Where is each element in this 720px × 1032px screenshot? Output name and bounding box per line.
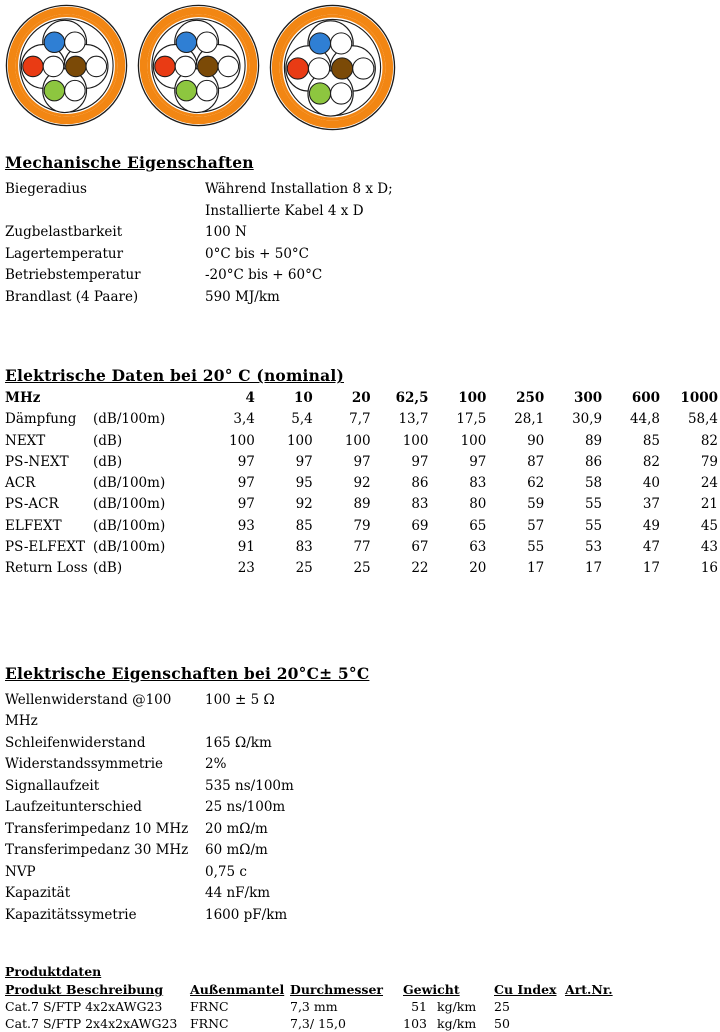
frequency-header: 62,5 <box>395 390 429 406</box>
product-column-header: Art.Nr. <box>565 982 613 998</box>
product-diameter: 7,3 mm <box>290 999 338 1015</box>
parameter-value: 91 <box>237 539 255 556</box>
parameter-value: 92 <box>353 475 371 492</box>
parameter-value: 80 <box>469 496 487 513</box>
parameter-label: Dämpfung <box>5 411 77 428</box>
parameter-value: 57 <box>527 517 545 534</box>
parameter-value: 82 <box>700 432 718 449</box>
property-value: 25 ns/100m <box>205 799 286 816</box>
frequency-header: 4 <box>245 390 255 406</box>
parameter-value: 85 <box>295 517 313 534</box>
frequency-header: 100 <box>458 390 487 406</box>
parameter-value: 22 <box>411 560 429 577</box>
property-value: Während Installation 8 x D; <box>205 181 393 197</box>
product-description: Cat.7 S/FTP 2x4x2xAWG23 <box>5 1016 178 1032</box>
product-cu-index: 50 <box>494 1016 510 1032</box>
parameter-unit: (dB) <box>93 432 123 449</box>
parameter-value: 85 <box>642 432 660 449</box>
parameter-label: Return Loss <box>5 560 88 577</box>
cable-cross-section-image <box>269 4 396 131</box>
parameter-value: 86 <box>584 453 603 470</box>
parameter-value: 100 <box>344 432 371 449</box>
product-jacket: FRNC <box>190 1016 229 1032</box>
property-row <box>5 797 718 819</box>
parameter-value: 89 <box>353 496 371 513</box>
parameter-value: 23 <box>237 560 255 577</box>
section-title-electrical-properties: Elektrische Eigenschaften bei 20°C± 5°C <box>5 663 370 683</box>
electrical-properties-list <box>5 690 718 927</box>
parameter-value: 44,8 <box>629 411 660 428</box>
product-weight <box>403 1015 494 1032</box>
property-label: Biegeradius <box>5 181 87 197</box>
property-row <box>5 905 718 927</box>
parameter-value: 59 <box>527 496 545 513</box>
frequency-header: 300 <box>573 390 603 406</box>
frequency-header: 600 <box>631 390 660 406</box>
frequency-unit-header: MHz <box>5 390 41 406</box>
parameter-value: 77 <box>353 539 371 556</box>
table-row <box>5 431 718 452</box>
property-row <box>5 883 718 905</box>
parameter-value: 28,1 <box>514 411 545 428</box>
parameter-value: 20 <box>469 560 487 577</box>
parameter-value: 82 <box>642 453 660 470</box>
property-label: Widerstandssymmetrie <box>5 756 164 773</box>
property-row <box>5 819 718 841</box>
table-header-row <box>5 388 718 409</box>
property-label: Transferimpedanz 10 MHz <box>5 820 189 837</box>
parameter-value: 55 <box>584 496 603 513</box>
parameter-unit: (dB/100m) <box>93 475 166 492</box>
parameter-value: 45 <box>700 517 718 534</box>
table-row <box>5 409 718 430</box>
section-title-product-data: Produktdaten <box>5 964 102 980</box>
parameter-value: 13,7 <box>398 411 429 428</box>
parameter-value: 97 <box>469 453 487 470</box>
mechanical-properties-list <box>5 179 718 308</box>
product-column-header: Außenmantel <box>190 982 285 998</box>
property-value: Installierte Kabel 4 x D <box>205 202 364 219</box>
property-row <box>5 244 718 266</box>
section-title-mechanical: Mechanische Eigenschaften <box>5 153 254 172</box>
product-data-table <box>5 981 718 1032</box>
property-label: Signallaufzeit <box>5 777 100 794</box>
parameter-value: 62 <box>527 475 545 492</box>
parameter-value: 17 <box>584 560 603 577</box>
table-row <box>5 494 718 515</box>
property-label: Laufzeitunterschied <box>5 799 142 816</box>
property-value: 535 ns/100m <box>205 777 294 794</box>
table-row <box>5 537 718 558</box>
property-value: 165 Ω/km <box>205 734 272 751</box>
table-row <box>5 516 718 537</box>
property-value: 0,75 c <box>205 863 247 880</box>
parameter-value: 30,9 <box>572 411 603 428</box>
property-value: 590 MJ/km <box>205 288 280 305</box>
property-value: 2% <box>205 756 227 773</box>
frequency-header: 20 <box>351 390 371 406</box>
frequency-header: 1000 <box>680 390 718 406</box>
parameter-unit: (dB) <box>93 453 123 470</box>
property-row <box>5 754 718 776</box>
property-value: 100 ± 5 Ω <box>205 691 275 708</box>
parameter-value: 100 <box>229 432 255 449</box>
parameter-value: 83 <box>469 475 487 492</box>
parameter-value: 24 <box>700 475 718 492</box>
product-column-header: Durchmesser <box>290 982 384 998</box>
property-label: Zugbelastbarkeit <box>5 224 123 240</box>
property-value: -20°C bis + 60°C <box>205 267 323 283</box>
frequency-header: 10 <box>293 390 313 406</box>
parameter-value: 100 <box>460 432 487 449</box>
product-column-header: Gewicht <box>403 982 460 998</box>
parameter-value: 97 <box>237 475 255 492</box>
product-weight <box>403 998 494 1015</box>
product-art-nr <box>565 1015 718 1032</box>
parameter-value: 97 <box>411 453 429 470</box>
property-row <box>5 179 718 201</box>
parameter-value: 17 <box>642 560 660 577</box>
product-column-header: Produkt Beschreibung <box>5 982 164 998</box>
property-value: 0°C bis + 50°C <box>205 245 309 262</box>
parameter-value: 47 <box>642 539 660 556</box>
weight-unit: kg/km <box>437 1016 477 1032</box>
parameter-value: 3,4 <box>233 411 255 428</box>
parameter-label: NEXT <box>5 432 46 449</box>
property-label: Betriebstemperatur <box>5 267 141 283</box>
electrical-data-table <box>5 388 718 580</box>
parameter-value: 97 <box>237 453 255 470</box>
cable-cross-section-images <box>5 0 718 131</box>
parameter-value: 87 <box>527 453 545 470</box>
property-row <box>5 733 718 755</box>
parameter-value: 83 <box>411 496 429 513</box>
parameter-value: 49 <box>642 517 660 534</box>
parameter-value: 37 <box>642 496 660 513</box>
parameter-value: 97 <box>237 496 255 513</box>
parameter-value: 40 <box>642 475 660 492</box>
product-art-nr <box>565 998 718 1015</box>
parameter-value: 83 <box>295 539 313 556</box>
weight-unit: kg/km <box>437 999 477 1015</box>
parameter-value: 55 <box>527 539 545 556</box>
parameter-value: 58,4 <box>687 411 718 428</box>
product-cu-index: 25 <box>494 999 510 1015</box>
parameter-label: ACR <box>5 475 36 492</box>
parameter-unit: (dB/100m) <box>93 539 166 556</box>
property-label: Kapazität <box>5 885 71 902</box>
parameter-value: 95 <box>295 475 313 492</box>
parameter-value: 79 <box>700 453 718 470</box>
property-value: 60 mΩ/m <box>205 842 268 859</box>
property-label: Wellenwiderstand @100 MHz <box>5 691 172 730</box>
weight-value: 51 <box>411 999 427 1015</box>
property-row <box>5 201 718 223</box>
parameter-value: 58 <box>584 475 603 492</box>
parameter-label: ELFEXT <box>5 517 62 534</box>
parameter-value: 21 <box>700 496 718 513</box>
property-label: Brandlast (4 Paare) <box>5 288 139 305</box>
product-jacket: FRNC <box>190 999 229 1015</box>
parameter-value: 97 <box>295 453 313 470</box>
product-column-header: Cu Index <box>494 982 557 998</box>
parameter-value: 86 <box>411 475 429 492</box>
parameter-value: 17,5 <box>456 411 487 428</box>
parameter-value: 69 <box>411 517 429 534</box>
parameter-unit: (dB/100m) <box>93 411 166 428</box>
cable-cross-section-image <box>137 4 260 127</box>
parameter-value: 53 <box>584 539 603 556</box>
parameter-value: 67 <box>411 539 429 556</box>
parameter-value: 7,7 <box>349 411 371 428</box>
property-label: Kapazitätssymetrie <box>5 906 137 923</box>
parameter-value: 79 <box>353 517 371 534</box>
parameter-value: 43 <box>700 539 718 556</box>
section-title-electrical-data: Elektrische Daten bei 20° C (nominal) <box>5 366 344 385</box>
product-header-row <box>5 981 718 998</box>
parameter-value: 92 <box>295 496 313 513</box>
property-row <box>5 776 718 798</box>
parameter-label: PS-ELFEXT <box>5 539 86 556</box>
table-row <box>5 452 718 473</box>
weight-value: 103 <box>403 1016 427 1032</box>
product-row <box>5 998 718 1015</box>
property-value: 1600 pF/km <box>205 906 288 923</box>
product-diameter: 7,3/ 15,0 <box>290 1016 346 1032</box>
table-row <box>5 558 718 579</box>
cable-cross-section-image <box>5 4 128 127</box>
frequency-header: 250 <box>516 390 545 406</box>
parameter-value: 17 <box>527 560 545 577</box>
property-value: 100 N <box>205 224 247 240</box>
property-value: 44 nF/km <box>205 885 271 902</box>
property-label: Lagertemperatur <box>5 245 124 262</box>
parameter-unit: (dB/100m) <box>93 496 166 513</box>
property-row <box>5 862 718 884</box>
parameter-value: 55 <box>584 517 603 534</box>
parameter-value: 100 <box>402 432 429 449</box>
parameter-value: 90 <box>527 432 545 449</box>
parameter-value: 25 <box>295 560 313 577</box>
property-label <box>5 201 205 223</box>
property-row <box>5 265 718 287</box>
parameter-label: PS-ACR <box>5 496 59 513</box>
parameter-value: 16 <box>700 560 718 577</box>
property-label: Schleifenwiderstand <box>5 734 146 751</box>
parameter-unit: (dB/100m) <box>93 517 166 534</box>
property-label: Transferimpedanz 30 MHz <box>5 842 189 859</box>
property-value: 20 mΩ/m <box>205 820 268 837</box>
parameter-value: 100 <box>286 432 313 449</box>
parameter-label: PS-NEXT <box>5 453 69 470</box>
parameter-value: 97 <box>353 453 371 470</box>
product-row <box>5 1015 718 1032</box>
parameter-value: 93 <box>237 517 255 534</box>
parameter-value: 63 <box>469 539 487 556</box>
parameter-unit: (dB) <box>93 560 123 577</box>
property-row <box>5 690 718 733</box>
product-description: Cat.7 S/FTP 4x2xAWG23 <box>5 999 163 1015</box>
parameter-value: 25 <box>353 560 371 577</box>
parameter-value: 89 <box>584 432 603 449</box>
table-row <box>5 473 718 494</box>
property-row <box>5 287 718 309</box>
property-row <box>5 840 718 862</box>
parameter-value: 65 <box>469 517 487 534</box>
property-label: NVP <box>5 863 36 880</box>
property-row <box>5 222 718 244</box>
parameter-value: 5,4 <box>291 411 313 428</box>
